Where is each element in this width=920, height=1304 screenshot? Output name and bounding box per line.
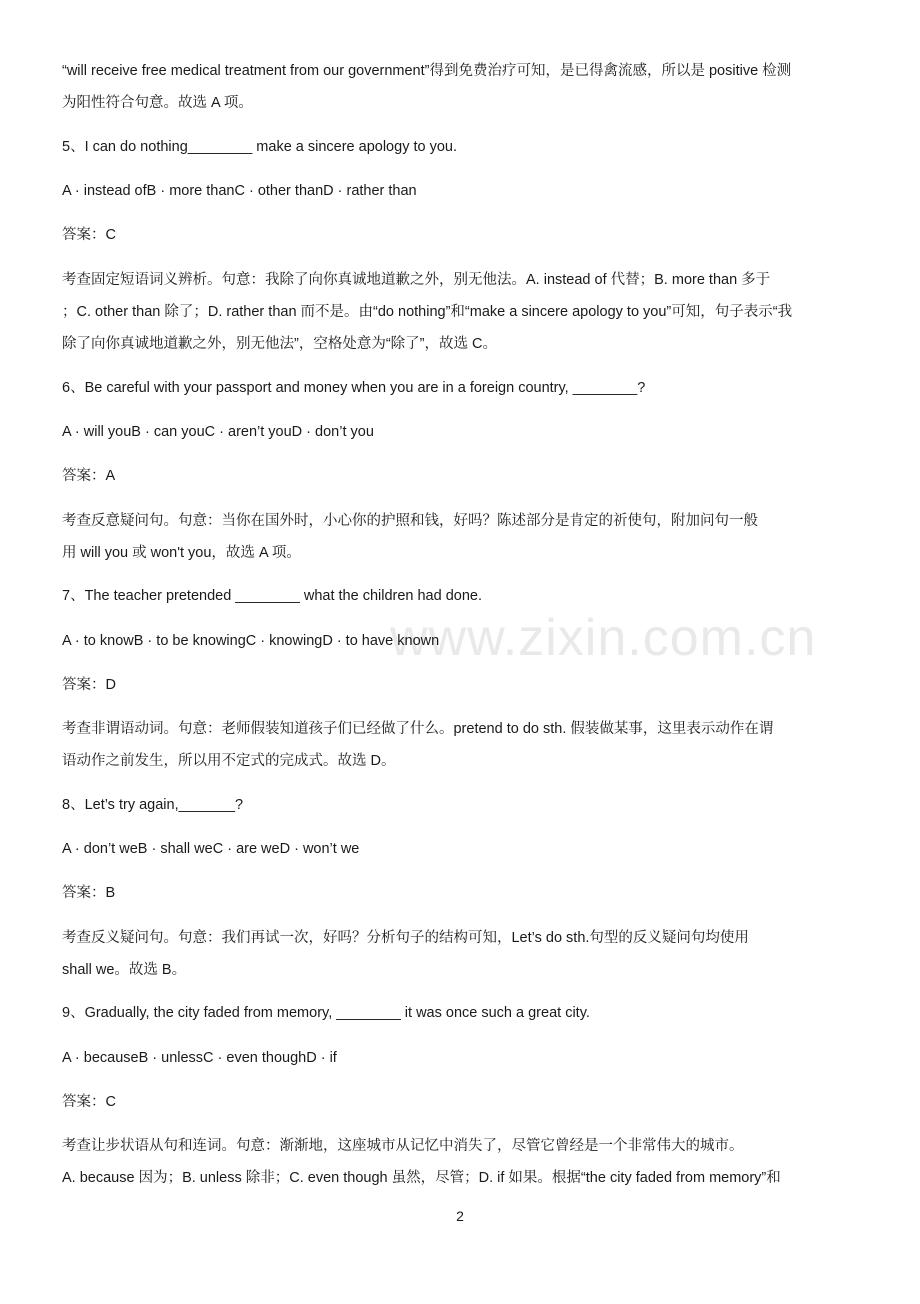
question-5-options: A · instead ofB · more thanC · other thanD · rather than [62,183,417,199]
explanation-line: 考查反义疑问句。句意：我们再试一次，好吗？分析句子的结构可知，Let’s do sth.句型的反义疑问句均使用 [62,930,749,946]
explanation-line: A. because 因为；B. unless 除非；C. even though 虽然，尽管；D. if 如果。根据“the city faded from memory”和 [62,1170,781,1186]
answer-8: 答案：B [62,885,116,901]
answer-6: 答案：A [62,468,116,484]
question-8: 8、Let’s try again,_______? [62,797,244,813]
explanation-line: 考查固定短语词义辨析。句意：我除了向你真诚地道歉之外，别无他法。A. instead of 代替；B. more than 多于 [62,272,771,288]
question-8-options: A · don’t weB · shall weC · are weD · won’t we [62,841,360,857]
explanation-line: 为阳性符合句意。故选 A 项。 [62,95,253,111]
question-6-options: A · will youB · can youC · aren’t youD · don’t you [62,424,374,440]
page-number: 2 [456,1208,464,1224]
question-5: 5、I can do nothing________ make a sincere apology to you. [62,139,457,155]
question-6: 6、Be careful with your passport and money when you are in a foreign country, ________? [62,380,646,396]
question-9: 9、Gradually, the city faded from memory, ________ it was once such a great city. [62,1005,590,1021]
explanation-line: ；C. other than 除了；D. rather than 而不是。由“do nothing”和“make a sincere apology to you”可知，句子表示“我 [62,304,793,320]
explanation-line: “will receive free medical treatment from our government”得到免费治疗可知，是已得禽流感，所以是 positive 检测 [62,63,792,79]
answer-5: 答案：C [62,227,116,243]
answer-9: 答案：C [62,1094,116,1110]
question-9-options: A · becauseB · unlessC · even thoughD · if [62,1050,337,1066]
question-7-options: A · to knowB · to be knowingC · knowingD · to have known [62,633,440,649]
explanation-line: 考查让步状语从句和连词。句意：渐渐地，这座城市从记忆中消失了，尽管它曾经是一个非常伟大的城市。 [62,1138,744,1154]
watermark: www.zixin.com.cn [390,609,817,667]
explanation-line: 用 will you 或 won't you，故选 A 项。 [62,545,301,561]
explanation-line: 考查反意疑问句。句意：当你在国外时，小心你的护照和钱，好吗？陈述部分是肯定的祈使句，附加问句一般 [62,513,758,529]
answer-7: 答案：D [62,677,116,693]
explanation-line: 语动作之前发生，所以用不定式的完成式。故选 D。 [62,753,396,769]
explanation-line: 考查非谓语动词。句意：老师假装知道孩子们已经做了什么。pretend to do sth. 假装做某事，这里表示动作在谓 [62,721,774,737]
explanation-line: 除了向你真诚地道歉之外，别无他法”，空格处意为“除了”，故选 C。 [62,336,497,352]
question-7: 7、The teacher pretended ________ what the children had done. [62,588,483,604]
explanation-line: shall we。故选 B。 [62,962,187,978]
